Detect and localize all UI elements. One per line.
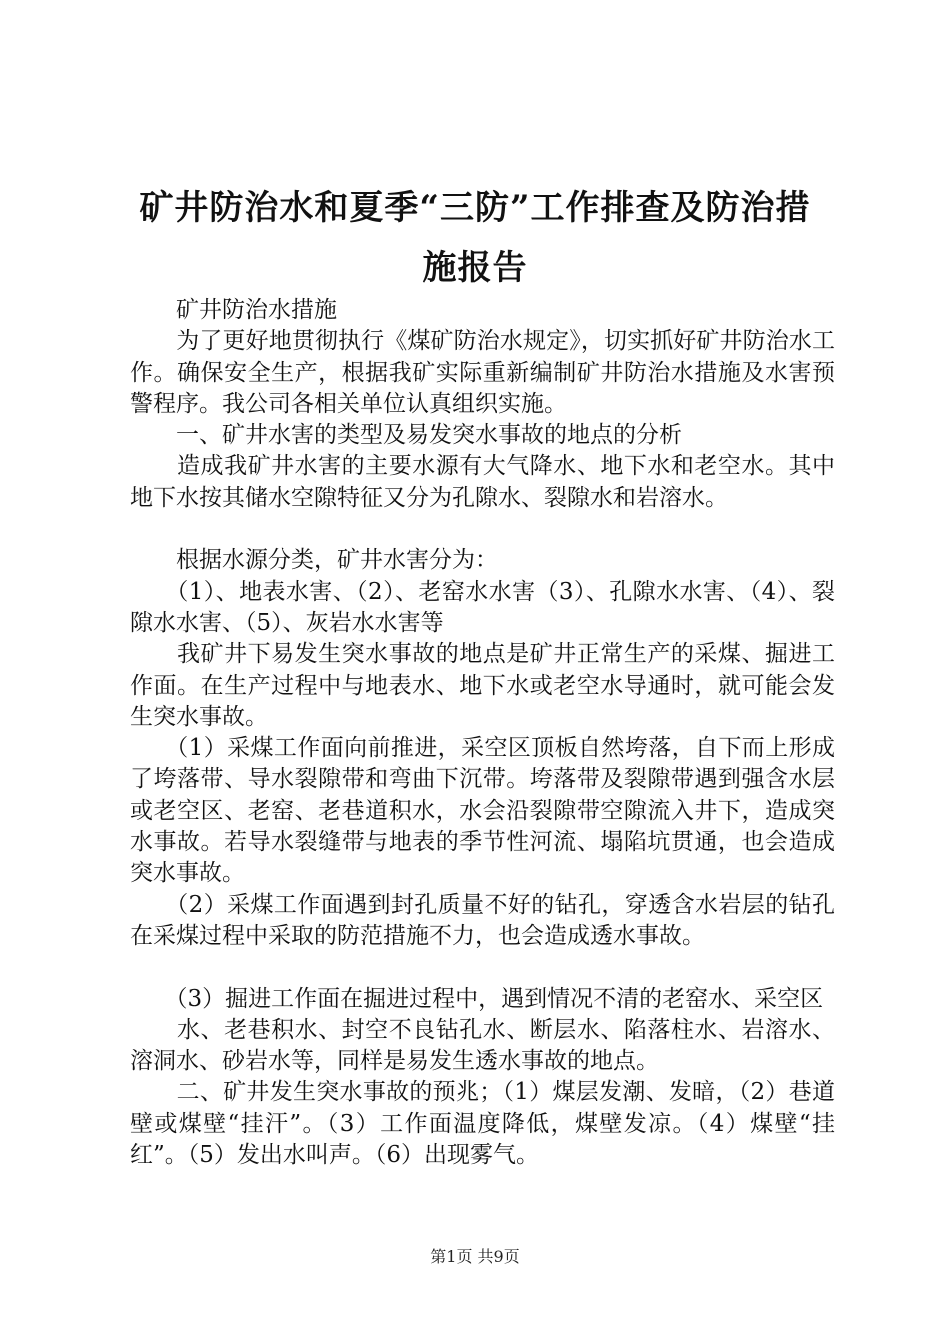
paragraph: 为了更好地贯彻执行《煤矿防治水规定》，切实抓好矿井防治水工作。确保安全生产，根据我矿实际重新编制矿井防治水措施及水害预警程序。我公司各相关单位认真组织实施。 xyxy=(130,328,835,417)
paragraph: （2）采煤工作面遇到封孔质量不好的钻孔，穿透含水岩层的钻孔在采煤过程中采取的防范措施不力，也会造成透水事故。 xyxy=(130,891,835,949)
blank-line xyxy=(130,514,835,545)
paragraph: 二、矿井发生突水事故的预兆；（1）煤层发潮、发暗，（2）巷道壁或煤壁“挂汗”。（3）工作面温度降低，煤壁发凉。（4）煤壁“挂红”。（5）发出水叫声。（6）出现雾气。 xyxy=(130,1079,835,1169)
paragraph: 一、矿井水害的类型及易发突水事故的地点的分析 xyxy=(130,422,682,449)
document-body xyxy=(130,295,835,1171)
paragraph: 水、老巷积水、封空不良钻孔水、断层水、陷落柱水、岩溶水、溶洞水、砂岩水等，同样是易发生透水事故的地点。 xyxy=(130,1016,835,1075)
document-title-line-1: 矿井防治水和夏季“三防”工作排查及防治措 xyxy=(139,188,811,228)
paragraph: （3）掘进工作面在掘进过程中，遇到情况不清的老窑水、采空区 xyxy=(130,985,824,1012)
paragraph: （1）采煤工作面向前推进，采空区顶板自然垮落，自下而上形成了垮落带、导水裂隙带和弯曲下沉带。垮落带及裂隙带遇到强含水层或老空区、老窑、老巷道积水，水会沿裂隙带空隙流入井下，造成突水事故。若导水裂缝带与地表的季节性河流、塌陷坑贯通，也会造成突水事故。 xyxy=(130,735,835,887)
paragraph: 我矿井下易发生突水事故的地点是矿井正常生产的采煤、掘进工作面。在生产过程中与地表水、地下水或老空水导通时，就可能会发生突水事故。 xyxy=(130,641,835,730)
blank-line xyxy=(130,952,835,983)
paragraph: 根据水源分类，矿井水害分为： xyxy=(130,547,498,574)
paragraph: 造成我矿井水害的主要水源有大气降水、地下水和老空水。其中地下水按其储水空隙特征又分为孔隙水、裂隙水和岩溶水。 xyxy=(130,453,835,511)
paragraph: 矿井防治水措施 xyxy=(130,297,337,323)
document-title-line-2: 施报告 xyxy=(422,248,528,288)
paragraph: （1）、地表水害、（2）、老窑水水害（3）、孔隙水水害、（4）、裂隙水水害、（5）、灰岩水水害等 xyxy=(130,578,835,636)
page-number-footer: 第1页 共9页 xyxy=(430,1247,520,1266)
